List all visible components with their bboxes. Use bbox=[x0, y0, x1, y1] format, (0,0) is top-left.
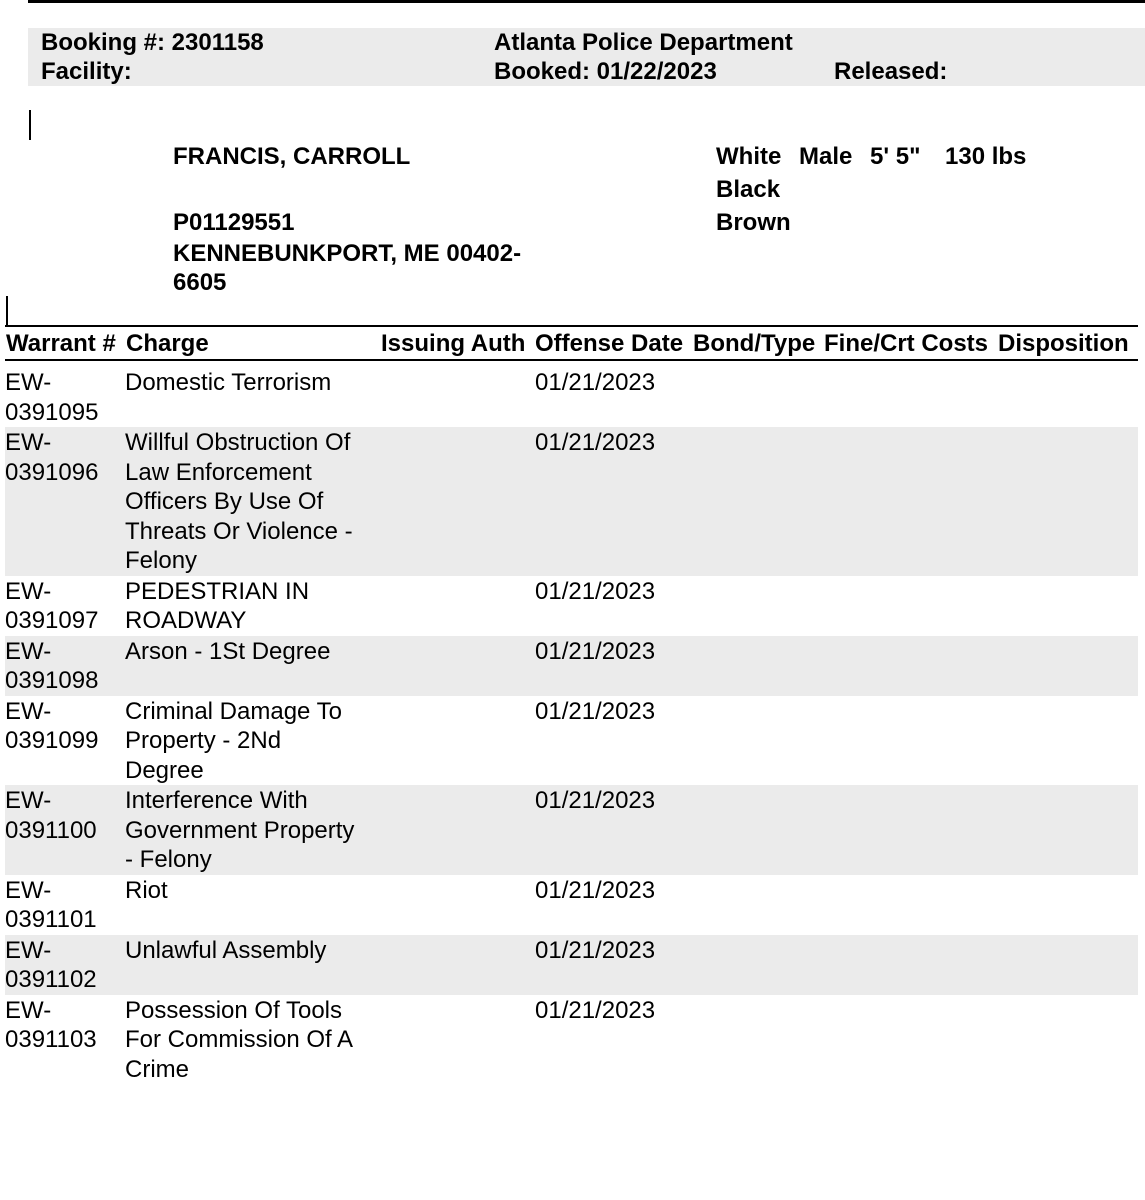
table-row bbox=[5, 576, 1138, 636]
warrant-number-line: EW- bbox=[5, 429, 52, 456]
warrant-number-cell bbox=[5, 995, 125, 1085]
charge-cell bbox=[125, 785, 385, 875]
warrant-number-cell bbox=[5, 935, 125, 995]
top-rule bbox=[28, 0, 1145, 3]
released-label: Released: bbox=[834, 58, 948, 85]
table-row bbox=[5, 785, 1138, 875]
warrant-number-line: 0391098 bbox=[5, 667, 99, 694]
warrant-number-line: EW- bbox=[5, 936, 52, 964]
offense-date-cell: 01/21/2023 bbox=[535, 637, 656, 665]
table-row bbox=[5, 427, 1138, 576]
booking-number: Booking #: 2301158 bbox=[41, 29, 264, 56]
table-row bbox=[5, 367, 1138, 427]
warrant-number-cell bbox=[5, 636, 125, 696]
charge-line: Officers By Use Of bbox=[125, 488, 324, 515]
warrant-number-line: 0391102 bbox=[5, 966, 97, 993]
charge-line: Criminal Damage To bbox=[125, 697, 342, 725]
charge-line: PEDESTRIAN IN bbox=[125, 577, 310, 605]
charge-cell bbox=[125, 576, 385, 636]
offense-date-cell: 01/21/2023 bbox=[535, 697, 656, 725]
warrant-number-line: EW- bbox=[5, 996, 52, 1024]
column-header-bond-type: Bond/Type bbox=[693, 330, 816, 357]
inmate-address-line1: KENNEBUNKPORT, ME 00402- bbox=[173, 240, 522, 267]
offense-date-cell: 01/21/2023 bbox=[535, 936, 656, 964]
warrant-number-line: 0391100 bbox=[5, 816, 97, 844]
charge-cell bbox=[125, 875, 385, 935]
charge-cell bbox=[125, 995, 385, 1085]
charge-line: Government Property bbox=[125, 816, 355, 844]
table-top-rule bbox=[5, 325, 1138, 327]
inmate-name: FRANCIS, CARROLL bbox=[173, 143, 411, 170]
charge-cell bbox=[125, 696, 385, 786]
charge-line: Law Enforcement bbox=[125, 458, 312, 486]
table-row bbox=[5, 696, 1138, 786]
column-header-offense-date: Offense Date bbox=[535, 330, 684, 357]
warrant-number-line: EW- bbox=[5, 369, 52, 396]
column-header-issuing-auth: Issuing Auth bbox=[381, 330, 526, 357]
warrant-number-line: EW- bbox=[5, 577, 52, 605]
charge-line: Unlawful Assembly bbox=[125, 936, 327, 964]
race: White bbox=[716, 143, 782, 170]
column-header-fine-costs: Fine/Crt Costs bbox=[824, 330, 989, 357]
charge-cell bbox=[125, 427, 385, 576]
offense-date-cell: 01/21/2023 bbox=[535, 787, 656, 814]
charge-line: Willful Obstruction Of bbox=[125, 429, 351, 456]
warrant-number-line: 0391095 bbox=[5, 398, 99, 426]
column-header-warrant: Warrant # bbox=[6, 330, 116, 357]
charge-line: Crime bbox=[125, 1055, 189, 1083]
text-cursor bbox=[6, 296, 8, 326]
warrant-number-line: EW- bbox=[5, 876, 52, 904]
charge-line: Property - 2Nd bbox=[125, 727, 282, 754]
offense-date-cell: 01/21/2023 bbox=[535, 996, 656, 1024]
charge-line: ROADWAY bbox=[125, 607, 247, 634]
charge-cell bbox=[125, 636, 385, 696]
warrant-number-cell bbox=[5, 785, 125, 875]
text-cursor bbox=[29, 110, 31, 140]
charge-line: Riot bbox=[125, 876, 168, 904]
offense-date-cell: 01/21/2023 bbox=[535, 876, 656, 904]
warrant-number-cell bbox=[5, 427, 125, 576]
offense-date-cell: 01/21/2023 bbox=[535, 577, 656, 605]
charge-cell bbox=[125, 367, 385, 427]
table-header-rule bbox=[5, 359, 1138, 361]
charge-line: Domestic Terrorism bbox=[125, 369, 332, 396]
warrant-number-line: 0391103 bbox=[5, 1026, 97, 1053]
column-header-disposition: Disposition bbox=[998, 330, 1129, 357]
inmate-id: P01129551 bbox=[173, 209, 295, 236]
warrant-number-line: EW- bbox=[5, 697, 52, 725]
height: 5' 5" bbox=[870, 143, 921, 170]
warrant-number-cell bbox=[5, 696, 125, 786]
inmate-address-line2: 6605 bbox=[173, 269, 227, 296]
charge-line: Threats Or Violence - bbox=[125, 517, 353, 545]
charges-table bbox=[5, 367, 1138, 1084]
warrant-number-line: 0391097 bbox=[5, 607, 99, 634]
sex: Male bbox=[799, 143, 853, 170]
table-row bbox=[5, 935, 1138, 995]
charge-line: Interference With bbox=[125, 787, 308, 814]
table-row bbox=[5, 875, 1138, 935]
warrant-number-cell bbox=[5, 367, 125, 427]
charge-line: For Commission Of A bbox=[125, 1026, 354, 1053]
facility-label: Facility: bbox=[41, 58, 132, 85]
table-row bbox=[5, 636, 1138, 696]
warrant-number-line: 0391096 bbox=[5, 458, 99, 486]
hair-color: Black bbox=[716, 176, 781, 203]
charge-line: Possession Of Tools bbox=[125, 996, 342, 1024]
charge-cell bbox=[125, 935, 385, 995]
warrant-number-line: 0391101 bbox=[5, 906, 97, 933]
charge-line: Arson - 1St Degree bbox=[125, 637, 331, 665]
warrant-number-line: 0391099 bbox=[5, 727, 99, 754]
warrant-number-cell bbox=[5, 576, 125, 636]
warrant-number-cell bbox=[5, 875, 125, 935]
warrant-number-line: EW- bbox=[5, 637, 52, 665]
table-row bbox=[5, 995, 1138, 1085]
booked-date: Booked: 01/22/2023 bbox=[494, 58, 717, 85]
charge-line: - Felony bbox=[125, 846, 212, 873]
weight: 130 lbs bbox=[945, 143, 1027, 170]
column-header-charge: Charge bbox=[126, 330, 209, 357]
charge-line: Felony bbox=[125, 547, 198, 574]
charge-line: Degree bbox=[125, 756, 204, 784]
eye-color: Brown bbox=[716, 209, 791, 236]
offense-date-cell: 01/21/2023 bbox=[535, 429, 656, 456]
offense-date-cell: 01/21/2023 bbox=[535, 369, 656, 396]
warrant-number-line: EW- bbox=[5, 787, 52, 814]
agency-name: Atlanta Police Department bbox=[494, 29, 793, 56]
